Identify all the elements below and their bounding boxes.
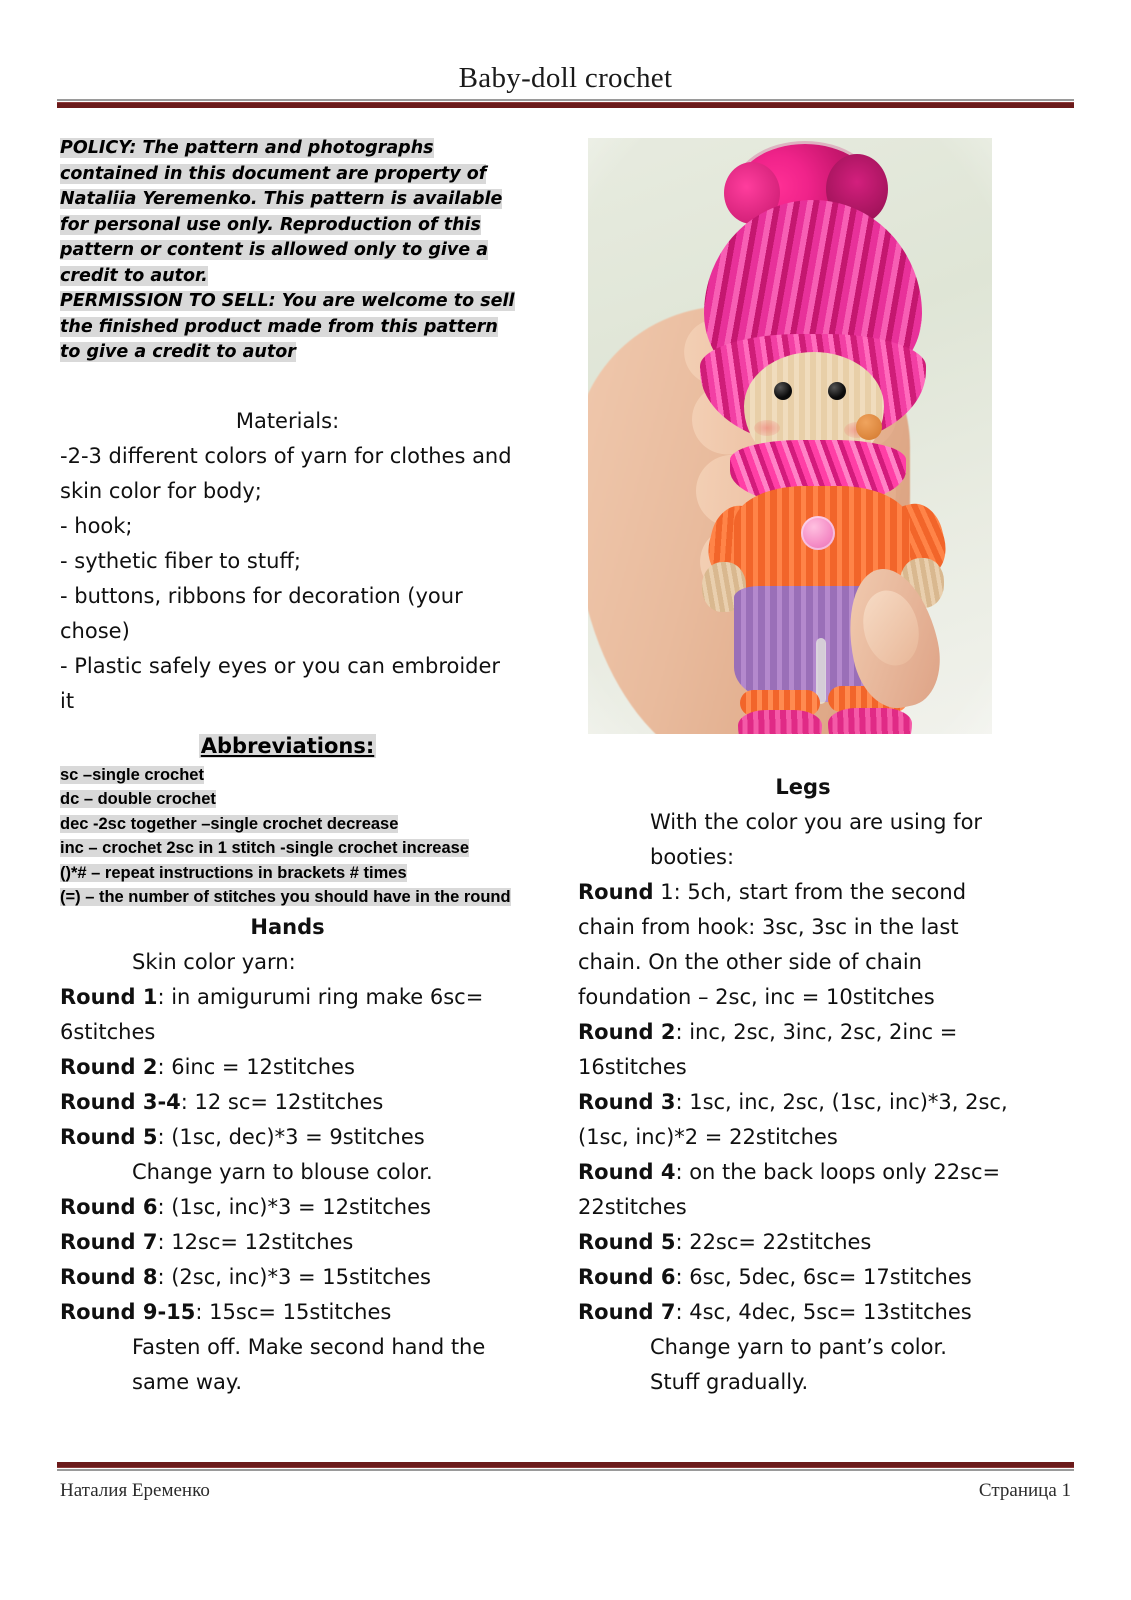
round-text: : 1sc, inc, 2sc, (1sc, inc)*3, 2sc, (1sc, inc)*2 = 22stitches xyxy=(578,1090,1008,1149)
round-text: : (2sc, inc)*3 = 15stitches xyxy=(157,1264,431,1289)
round-text: : (1sc, dec)*3 = 9stitches xyxy=(157,1124,425,1149)
round-text: 1: 5ch, start from the second chain from hook: 3sc, 3sc in the last chain. On the other side of chain foundation – 2sc, inc = 10stitches xyxy=(578,880,967,1009)
round-text: : 6sc, 5dec, 6sc= 17stitches xyxy=(675,1265,972,1289)
policy-block xyxy=(60,136,515,366)
round-label: Round 2 xyxy=(60,1054,158,1079)
round-label: Round 3-4 xyxy=(60,1089,181,1114)
legs-heading: Legs xyxy=(775,775,831,799)
round-text: : 12sc= 12stitches xyxy=(157,1229,354,1254)
left-column xyxy=(60,136,515,1400)
hands-round xyxy=(60,1295,515,1330)
hands-round xyxy=(60,1260,515,1295)
legs-note: Change yarn to pant’s color. xyxy=(650,1335,947,1359)
round-label: Round 5 xyxy=(578,1230,676,1254)
abbreviation-item-text: dc – double crochet xyxy=(60,790,216,808)
round-text: : 12 sc= 12stitches xyxy=(180,1089,384,1114)
policy-paragraph-2-text: PERMISSION TO SELL: You are welcome to sell the finished product made from this pattern to give a credit to autor xyxy=(60,291,515,362)
doll-pants-split xyxy=(816,638,826,704)
round-label: Round 6 xyxy=(578,1265,676,1289)
abbreviation-item-text: sc –single crochet xyxy=(60,765,204,784)
page-title: Baby-doll crochet xyxy=(458,62,673,94)
abbreviation-item xyxy=(60,885,515,910)
round-text: : 15sc= 15stitches xyxy=(195,1299,392,1324)
legs-intro: With the color you are using for booties: xyxy=(650,810,983,869)
materials-item: -2-3 different colors of yarn for clothes and skin color for body; xyxy=(60,443,512,503)
policy-paragraph-1-text: POLICY: The pattern and photographs contained in this document are property of Nataliia Yeremenko. This pattern is available for personal use only. Reproduction of this pattern or content is allowed only to give a credit to autor. xyxy=(60,138,503,286)
abbreviation-item xyxy=(60,861,515,886)
legs-round xyxy=(578,1015,1028,1085)
hands-round xyxy=(60,1050,515,1085)
legs-round xyxy=(578,1085,1028,1155)
policy-paragraph-1 xyxy=(60,136,515,289)
round-label: Round 2 xyxy=(578,1020,676,1044)
legs-round xyxy=(578,1155,1028,1225)
round-label: Round 1 xyxy=(60,984,158,1009)
hands-round xyxy=(60,980,515,1050)
hands-note: Change yarn to blouse color. xyxy=(132,1159,433,1184)
legs-round xyxy=(578,1295,1028,1330)
abbreviations-heading-text: Abbreviations: xyxy=(200,733,375,758)
materials-heading: Materials: xyxy=(235,408,340,433)
footer-author: Наталия Еременко xyxy=(60,1480,210,1501)
footer-page-number: Страница 1 xyxy=(978,1480,1071,1501)
hands-note: Fasten off. Make second hand the same way. xyxy=(132,1334,486,1394)
right-column xyxy=(578,770,1028,1400)
hands-round xyxy=(60,1120,515,1155)
legs-round xyxy=(578,875,1028,1015)
round-text: : inc, 2sc, 3inc, 2sc, 2inc = 16stitches xyxy=(578,1020,958,1079)
spacer xyxy=(60,366,515,378)
doll-photo xyxy=(588,138,992,734)
round-label: Round 8 xyxy=(60,1264,158,1289)
doll-bootie-left xyxy=(738,710,822,734)
round-label: Round 6 xyxy=(60,1194,158,1219)
abbreviation-item-text: (=) – the number of stitches you should have in the round xyxy=(60,888,511,906)
round-label: Round 9-15 xyxy=(60,1299,196,1324)
round-text: : in amigurumi ring make 6sc= 6stitches xyxy=(60,984,484,1044)
round-text: : on the back loops only 22sc= 22stitches xyxy=(578,1160,1001,1219)
hands-round xyxy=(60,1225,515,1260)
header-rule xyxy=(57,99,1074,109)
hands-round xyxy=(60,1085,515,1120)
round-text: : 22sc= 22stitches xyxy=(675,1230,872,1254)
hands-section xyxy=(60,945,515,1400)
materials-list xyxy=(60,439,515,719)
materials-item: - sythetic fiber to stuff; xyxy=(60,548,301,573)
hands-heading: Hands xyxy=(250,914,325,939)
doll-eye-left xyxy=(774,382,792,400)
photo-canvas xyxy=(588,138,992,734)
abbreviations-list xyxy=(60,763,515,910)
round-label: Round 5 xyxy=(60,1124,158,1149)
abbreviation-item-text: ()*# – repeat instructions in brackets # times xyxy=(60,863,407,882)
footer-rule-thin xyxy=(57,1469,1074,1471)
doll-neck-button xyxy=(856,414,882,440)
round-text: : 6inc = 12stitches xyxy=(157,1054,355,1079)
doll-chest-button xyxy=(801,516,835,550)
materials-item: - buttons, ribbons for decoration (your chose) xyxy=(60,583,463,643)
round-text: : 4sc, 4dec, 5sc= 13stitches xyxy=(675,1300,972,1324)
materials-item: - Plastic safely eyes or you can embroider it xyxy=(60,653,501,713)
hands-round xyxy=(60,1190,515,1225)
abbreviation-item xyxy=(60,812,515,837)
abbreviations-heading xyxy=(60,729,515,763)
round-text: : (1sc, inc)*3 = 12stitches xyxy=(157,1194,431,1219)
hands-intro: Skin color yarn: xyxy=(132,949,296,974)
round-label: Round xyxy=(578,880,654,904)
abbreviation-item xyxy=(60,787,515,812)
footer-rule xyxy=(57,1462,1074,1471)
abbreviation-item-text: dec -2sc together –single crochet decrease xyxy=(60,814,399,833)
round-label: Round 7 xyxy=(60,1229,158,1254)
doll-bootie-right xyxy=(828,708,912,734)
abbreviation-item xyxy=(60,836,515,861)
round-label: Round 3 xyxy=(578,1090,676,1114)
round-label: Round 4 xyxy=(578,1160,676,1184)
legs-section xyxy=(578,805,1028,1400)
abbreviation-item-text: inc – crochet 2sc in 1 stitch -single crochet increase xyxy=(60,839,469,857)
legs-note: Stuff gradually. xyxy=(650,1370,809,1394)
doll-eye-right xyxy=(828,382,846,400)
legs-round xyxy=(578,1225,1028,1260)
legs-round xyxy=(578,1260,1028,1295)
abbreviation-item xyxy=(60,763,515,788)
materials-item: - hook; xyxy=(60,513,133,538)
round-label: Round 7 xyxy=(578,1300,676,1324)
header-rule-thick xyxy=(57,102,1074,108)
policy-paragraph-2 xyxy=(60,289,515,366)
doll-blush-left xyxy=(754,420,780,436)
